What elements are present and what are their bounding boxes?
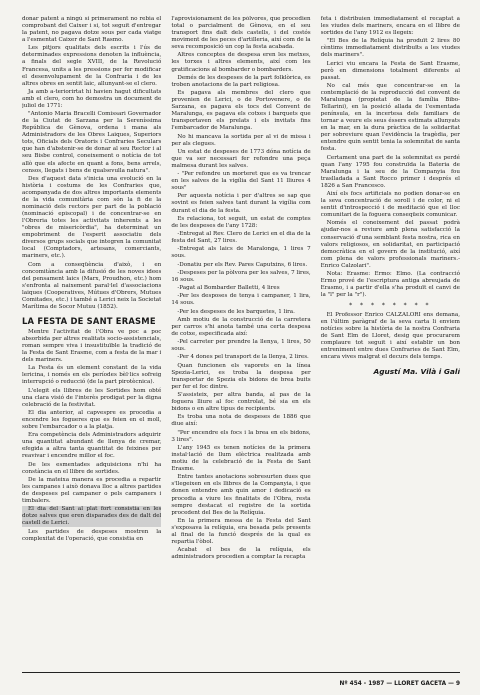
paragraph: "Per encendre els focs i la brea en els bidons, 3 lires". (171, 429, 311, 443)
paragraph: Les partides de despeses mostren la complexitat de l'operació, que consistia en (22, 528, 162, 542)
footer-text: Nº 454 - 1987 — LLORET GACETA — 9 (339, 681, 460, 687)
paragraph: -Entregat al Rev. Clero de Lerici en el dia de la festa del Sant, 27 lires. (171, 231, 311, 245)
author-signature: Agustí Ma. Vilà i Galí (373, 366, 460, 376)
paragraph: -Donatiu per els Rev. Pares Caputxins, 6 lires. (177, 261, 308, 268)
paragraph: Un estat de despeses de 1773 dóna notícia de que va ser necessari fer refondre una peça malmesa durant les salves. (171, 148, 311, 169)
paragraph: Ja amb a-teriorirtat hi havien hagut dificultats amb el clero, com ho demostra un document de juliol de 1771: (22, 88, 162, 109)
paragraph: Des d'aquest data s'inicia una evolució en la història i costums de les Confraries que, acompanyada de dos altres importants elements de la vida comunitària com són la fi de la nominació dels rectors per part de la població (nominació episcopal) i de concentrar-se en l'Obreria totes les activitats inherents a les "obres de misericòrdia", ha determinat un empobriment de l'esperit associatiu dels diversos grups socials que integren la comunitat local (Comptadors, artesans, comerciants, mariners, etc.). (22, 175, 162, 260)
paragraph: -Per les despeses de les barquetes, 1 lira. (177, 308, 295, 315)
section-title: LA FESTA DE SANT ERASME (22, 315, 156, 326)
paragraph: En la primera messa de la Festa del Sant s'exposava la relíquia, era besada pels presents al final de la funció després de la qual es repartia l'òbol. (171, 517, 311, 545)
paragraph: feta i distribuien immediatament el recaptat a les viudes dels mariners, encara en el llibre de sortides de l'any 1912 es llegeix: (320, 16, 460, 37)
paragraph: El dia del Sant al plat fort consistia en les dotze salves que eren disparades des de dalt del castell de Lerici. (22, 506, 162, 527)
paragraph: -Pagat al Bombarder Balletti, 4 lires (177, 285, 280, 292)
paragraph: El Professor Enrico CALZALORI ens demana, en l'últim paràgraf de la seva carta li enviem notícies sobre la història de la nostra Confraria de Sant Elm de Lloret, desig que procurarem complaure tot seguit i així establir un bon entreniment entre dues Confraries de Sant Elm, encara vives malgrat el decurs dels temps. (320, 312, 460, 361)
paragraph: Per aquesta notícia i per d'altres se sap que sovint es feien salves tant durant la vigília com durant el dia de la festa. (171, 193, 311, 214)
paragraph: -Entregat als laics de Maralonga, 1 lires 7 sous. (171, 246, 311, 260)
paragraph: De la mateixa manera es procedia a repartir les campanes i això donava lloc a altres partides de despeses pel campaner o pels campaners i timbalers. (22, 476, 162, 505)
paragraph: Només el coneixement del passat podrà ajudar-nos a reviure amb plena satisfacció la conservació d'una semblant festa nostra, rica en valors religiosos, en solidaritat, en participació democràtica en el govern de la institució, així com plena de valors professionals mariners.- Enrico Calzolari". (320, 220, 460, 269)
column-2 (171, 16, 310, 668)
paragraph: "El Bes de la Relíquia ha produït 2 lires 80 cèntims immediatament distribuïts a les viudes dels mariners". (320, 38, 460, 59)
paragraph: De les esmentades adquisicions n'hi ha constància en el llibre de sortides. (22, 461, 162, 475)
paragraph: -Despeses per la pòlvora per les salves, 7 lires, 16 sous. (171, 269, 311, 283)
paragraph: Mentre l'activitat de l'Obra ve poc a poc absorbida per altres realitats socio-assistencials, roman sempre viva i insustituïble la tradició de la Festa de Sant Erasme, com a festa de la mar i dels mariners. (22, 328, 162, 364)
paragraph: -Per 4 dones pel transport de la llenya, 2 lires. (177, 354, 309, 361)
paragraph: donar patent a ningú si primerament no rebia el comprobant del Caixer i si, tot seguit d'entregar la patent, no pagava dotze sous per cada viatge a l'esmentat Caixer de Sant Rasmo. (22, 16, 162, 44)
paragraph: "Antonio Maria Bracelli Comissari Governador de la Ciutat de Sarzana per la Sereníssima República de Gènova, ordena i mana als Administradors de les Obres Laiques, Superiors tots, Oficials dels Oratoris i Confraries Seculars que han d'abstenir-se de donar al seu Rector i al seu Bisbe control, coneixement o notícia de tot allò que els afecte en quant a fons, bens arrels, censos, llegats i bens de qualsevulla natura". (22, 111, 162, 174)
paragraph: S'assisteix, per altra banda, al pas de la foguera lliure al foc controlat, bé sia en els bidons o en altre tipus de recipients. (171, 392, 311, 413)
paragraph: Certament una part de la solemnitat es perdé quan l'any 1795 fou construïda la Bateria de Maralunga i la seu de la Companyia fou traslladada a Sant Rocco primer i després el 1826 a San Francesco. (320, 154, 460, 189)
paragraph: Es troba una nota de despeses de 1886 que diue així: (171, 414, 311, 428)
paragraph: Quan funcionen els vaporets en la línea Spezia-Lerici, es troba la despesa per transportar de Spezia els bidons de brea buits per fer el foc dintre. (171, 362, 311, 390)
column-3 (321, 16, 460, 668)
paragraph: No cal més que concentrar-se en la contemplació de la reproducció del convent de Maralunga (propietat de la família Bibo-Tellarini), en la posició allada de l'esmentada península, en la incertesa dels familiars de tornar a veure els seus éssers estimats allunyats en la mar, en la dura pràctica de la solidaritat per sobreviure quan l'evidència la tragèdia, per entendre quin sentit tenia la solemnitat de santa festa. (320, 82, 460, 153)
paragraph: Amb motiu de la construcció de la carretera per carros s'hi anota també una certa despesa de cotxe, especificada així: (171, 316, 311, 337)
paragraph: -Pel carreter per prendre la llenya, 1 lires, 50 sous. (171, 339, 311, 353)
paragraph: l'aprovisionament de les pòlvores, que procedien total o parcialment de Gènova, en el seu transport fins dalt dels castells, i del costós moviment de les peces d'artilleria, així com de la seva recomposició un cop la festa acabada. (171, 16, 311, 51)
paragraph: Altres conceptes de despesa eren les metxes, les torxes i altres elements, així com les gratificacions al bombarder o bombarders. (171, 52, 311, 73)
paragraph: Entre tantes anotacions sobresurten dues que s'llegeixen en els llibres de la Companyia, i que donen entendre amb quin amor i dedicació es procedia a viure les finalitats de l'Obra, resta sempre destacat el registre de la sortida procedent del Bes de la Relíquia. (171, 474, 311, 516)
paragraph: L'any 1945 es tenen notícies de la primera instal·lació de llum elèctrica realitzada amb motiu de la celebració de la Festa de Sant Erasme. (171, 444, 311, 473)
paragraph: Així els focs artificials no podien donar-se en la seva concentració de soroll i de color, ni el sentit d'introspecció i de meditació que el lloc comunitari de la foguera conseqüeix comunicar. (320, 191, 460, 219)
paragraph: -Per les desposes de tenya i campaner, 1 lira, 14 sous. (171, 293, 311, 307)
paragraph: Com a conseqüència d'això, i en concomitància amb la difusió de les noves idees del pensament laics (Marx, Proudhon, etc.) hom s'enfronta al naixement paral·lel d'associacions laiques (Cooperatives, Mútues d'Obrers, Mutues Comitades, etc.) i també a Lerici neix la Societat Marítima de Socor Mutuu (1852). (22, 261, 162, 310)
paragraph: Demés de les despeses de la part folklòrica, es troben anotacions de la part religiosa. (171, 74, 311, 88)
paragraph: Acabat el bes de la relíquia, els administradors procedien a comptar la recapta (171, 547, 311, 561)
section-separator: * * * * * * * * (349, 302, 432, 310)
paragraph: Era competència dels Administradors adquirir una quantitat abundant de llenya de cremar, efegida a altra tanta quantitat de feixines per reavivar i encendre millor el foc. (22, 432, 162, 460)
paragraph: La Festa és un element constant de la vida lericina, i només en els períodes bèl·lics sofreig interrupció o reducció (de la part pirotècnica). (22, 365, 162, 386)
article-columns (22, 16, 460, 668)
paragraph: - "Per refondre un morteret que es va trencar en les salves de la vigília del Sant 11 lliures 4 sous" (171, 171, 311, 192)
paragraph: No hi mancava la sortida per al vi de missa i per als clegues. (171, 133, 311, 147)
column-1 (22, 16, 161, 668)
paragraph: El dia anterior, al capvespre es procedia a encendre les fogueres que es feien en el moll, sobre l'embarcador o a la platja. (22, 409, 162, 431)
page-footer (22, 672, 460, 687)
paragraph: Les pitjors qualitats dels escrits i l'ús de determinades expressions denoten la influència, a finals del segle XVIII, de la Revolució Francesa, units a les pressions per fer modificar el desenvolupament de la Confraria i de les altres obres en sentit laic, allunyant-se el clero. (22, 45, 162, 87)
paragraph: Es pagava als membres del clero que provenien de Lerici, o de Portovenere, o de Sarzana, es pagava els tocs del Convent de Maralunga, es pagava els cotxes i barquets que transportaven els prelats i els invitats fins l'embarcador de Maralunga. (171, 90, 311, 132)
paragraph: Es relaciona, tot seguit, un estat de comptes de les despeses de l'any 1728: (171, 215, 311, 229)
paragraph: Lerici viu encara la Festa de Sant Erasme, però en dimensions totalment diferents al passat. (320, 60, 460, 81)
paragraph: L'elegit els llibres de les Sortides hom obté una clara visió de l'interès prodigat per la digna celebració de la festivitat. (22, 387, 162, 408)
paragraph: Nota: Erasme: Ermo: Elmo. (La contracció Ermo prové de l'escriptura antiga abreujada de Erasmo, i a partir d'ella s'ha produït el canvi de la "l" per la "r"). (320, 270, 460, 299)
